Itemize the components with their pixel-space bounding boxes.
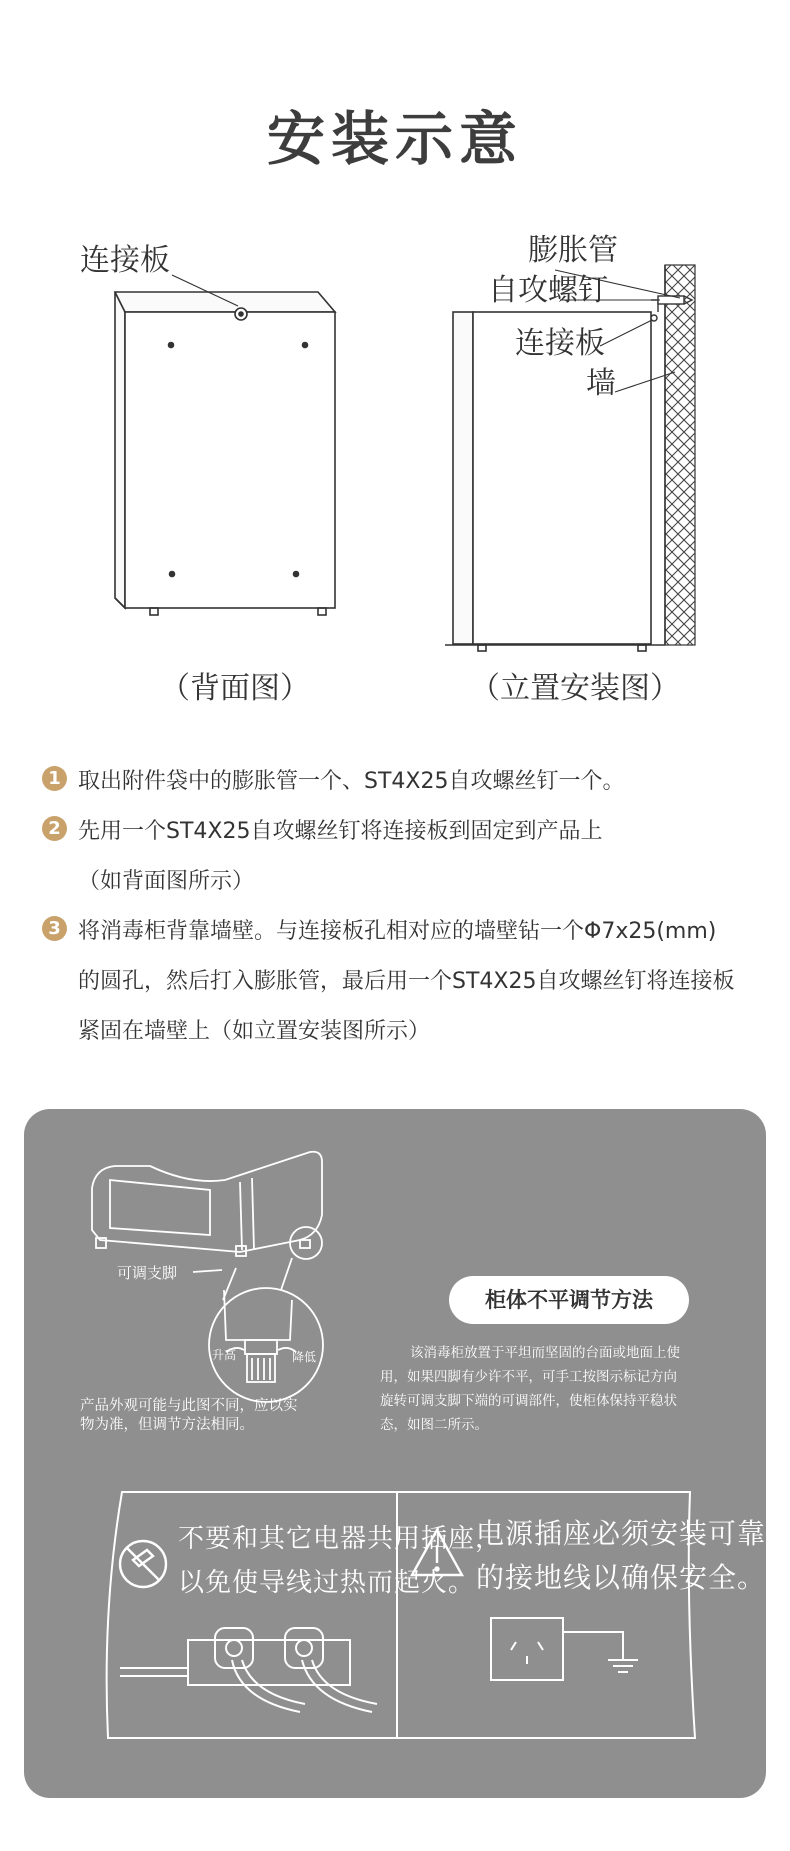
adjust-method-title: 柜体不平调节方法 (449, 1276, 689, 1324)
step-3-line-3: 紧固在墙壁上（如立置安装图所示） (78, 1019, 431, 1044)
label-wall: 墙 (586, 366, 616, 401)
step-3-line-2: 的圆孔，然后打入膨胀管，最后用一个ST4X25自攻螺丝钉将连接板 (78, 969, 735, 994)
warning-left-line-2: 以免使导线过热而起火。 (178, 1568, 476, 1598)
warning-left-line-1: 不要和其它电器共用插座， (178, 1524, 503, 1554)
label-connecting-board: 连接板 (80, 243, 170, 278)
step-2-line-1: 先用一个ST4X25自攻螺丝钉将连接板到固定到产品上 (78, 819, 603, 844)
step-1-badge: 1 (42, 766, 67, 791)
appearance-note-line-2: 物为准，但调节方法相同。 (80, 1417, 254, 1433)
no-icon (120, 1541, 166, 1587)
cabinet-sketch (92, 1152, 322, 1256)
foot-zoom (193, 1227, 323, 1402)
step-3-badge: 3 (42, 916, 67, 941)
step-2-line-2: （如背面图所示） (78, 869, 255, 894)
label-lower: 降低 (292, 1350, 317, 1364)
appearance-note-line-1: 产品外观可能与此图不同，应以实 (80, 1398, 298, 1414)
warning-right-line-1: 电源插座必须安装可靠 (476, 1517, 767, 1550)
adjust-desc-line-3: 旋转可调支脚下端的可调部件，使柜体保持平稳状 (380, 1393, 677, 1409)
power-strip (120, 1628, 377, 1712)
label-expansion-tube: 膨胀管 (528, 233, 618, 268)
grounded-socket-icon (491, 1618, 638, 1680)
adjust-desc-line-2: 用，如果四脚有少许不平，可手工按图示标记方向 (380, 1369, 677, 1385)
caption-back-view: （背面图） (160, 671, 310, 706)
adjust-desc-line-4: 态，如图二所示。 (380, 1417, 488, 1433)
caption-side-view: （立置安装图） (470, 671, 680, 706)
warning-right-line-2: 的接地线以确保安全。 (476, 1561, 767, 1594)
label-connecting-board-side: 连接板 (515, 326, 605, 361)
label-self-tapping-screw: 自攻螺钉 (488, 273, 608, 308)
step-2-badge: 2 (42, 816, 67, 841)
label-raise: 升高 (212, 1348, 237, 1362)
label-adjustable-foot: 可调支脚 (117, 1264, 178, 1282)
step-1-line-1: 取出附件袋中的膨胀管一个、ST4X25自攻螺丝钉一个。 (78, 769, 625, 794)
adjust-desc-line-1: 该消毒柜放置于平坦而坚固的台面或地面上使 (410, 1345, 680, 1361)
step-3-line-1: 将消毒柜背靠墙壁。与连接板孔相对应的墙壁钻一个Φ7x25(mm) (78, 919, 717, 944)
page-title: 安装示意 (266, 105, 523, 173)
